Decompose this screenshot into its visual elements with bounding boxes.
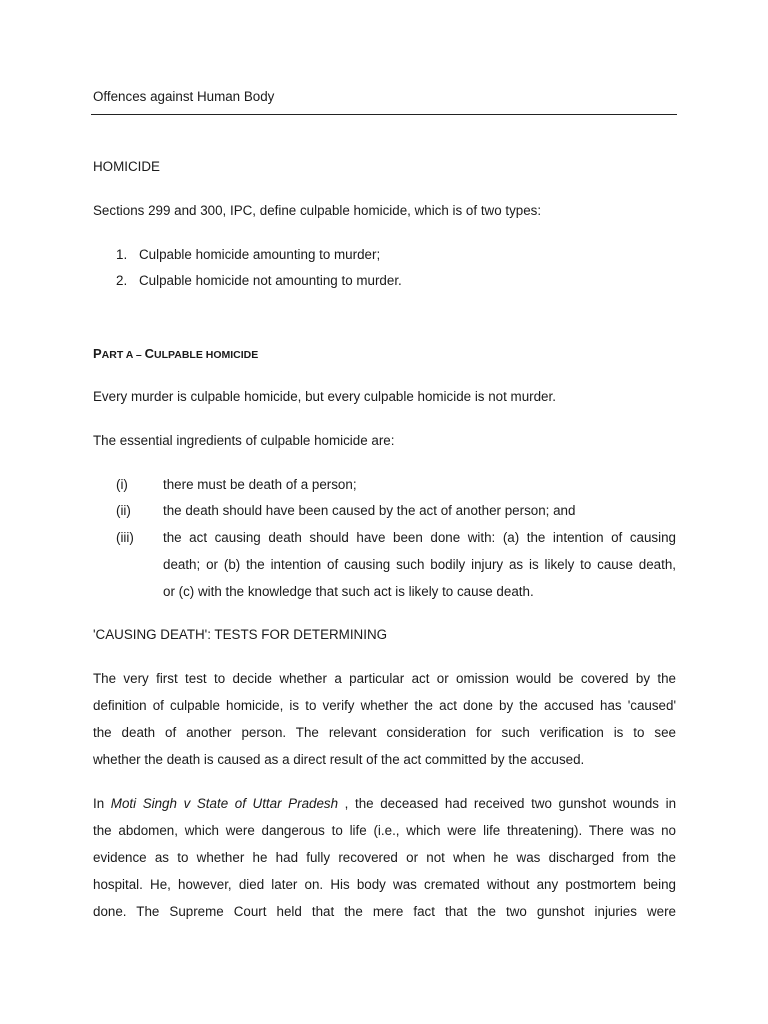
heading-causing-death: 'CAUSING DEATH': TESTS FOR DETERMINING [93, 627, 388, 642]
para1-line-2: definition of culpable homicide, is to verify whether the act done by the accused has 'caused' [93, 698, 676, 713]
ingredients-intro: The essential ingredients of culpable homicide are: [93, 433, 395, 448]
para1-line-1: The very first test to decide whether a particular act or omission would be covered by the [93, 671, 676, 686]
ingredient-label-ii: (ii) [116, 503, 131, 518]
para2-line-1-rest: , the deceased had received two gunshot wounds in [338, 796, 677, 811]
type-text-1: Culpable homicide amounting to murder; [139, 247, 381, 262]
ingredient-i-line: there must be death of a person; [163, 477, 357, 492]
causing-death-paragraph-1 [93, 665, 676, 773]
para1-line-3: the death of another person. The relevant consideration for such verification is to see [93, 725, 676, 740]
ingredient-ii-line: the death should have been caused by the act of another person; and [163, 503, 576, 518]
homicide-intro: Sections 299 and 300, IPC, define culpable homicide, which is of two types: [93, 203, 542, 218]
ingredient-label-i: (i) [116, 477, 128, 492]
ingredient-text-iii [163, 524, 676, 605]
ingredient-text-i [163, 471, 676, 498]
para2-line-1 [93, 790, 676, 817]
header-rule [91, 114, 677, 115]
type-text-2: Culpable homicide not amounting to murder. [139, 273, 402, 288]
ingredient-text-ii [163, 497, 676, 524]
heading-part-a-rest: ART A – [101, 349, 145, 361]
para2-line-4: hospital. He, however, died later on. His body was cremated without any postmortem being [93, 877, 676, 892]
ingredient-iii-line-3: or (c) with the knowledge that such act is likely to cause death. [163, 584, 534, 599]
heading-part-a-initial: P [93, 346, 102, 361]
part-a-statement: Every murder is culpable homicide, but every culpable homicide is not murder. [93, 389, 556, 404]
para2-line-5: done. The Supreme Court held that the mere fact that the two gunshot injuries were [93, 904, 676, 919]
para1-line-4: whether the death is caused as a direct result of the act committed by the accused. [93, 752, 585, 767]
heading-homicide: HOMICIDE [93, 159, 160, 174]
ingredient-iii-line-2: death; or (b) the intention of causing such bodily injury as is likely to cause death, [163, 557, 676, 572]
heading-part-a-c: C [144, 346, 155, 361]
ingredient-label-iii: (iii) [116, 530, 134, 545]
ingredient-iii-line-1: the act causing death should have been done with: (a) the intention of causing [163, 530, 676, 545]
heading-part-a [93, 345, 258, 364]
case-citation: Moti Singh v State of Uttar Pradesh [110, 796, 339, 811]
causing-death-paragraph-2 [93, 790, 676, 925]
running-header: Offences against Human Body [93, 89, 275, 104]
heading-part-a-tail: ULPABLE HOMICIDE [154, 349, 259, 361]
para2-line-3: evidence as to whether he had fully recovered or not when he was discharged from the [93, 850, 676, 865]
para2-prefix: In [93, 796, 111, 811]
type-number-1: 1. [116, 247, 128, 262]
para2-line-2: the abdomen, which were dangerous to life (i.e., which were life threatening). There was no [93, 823, 676, 838]
type-number-2: 2. [116, 273, 128, 288]
